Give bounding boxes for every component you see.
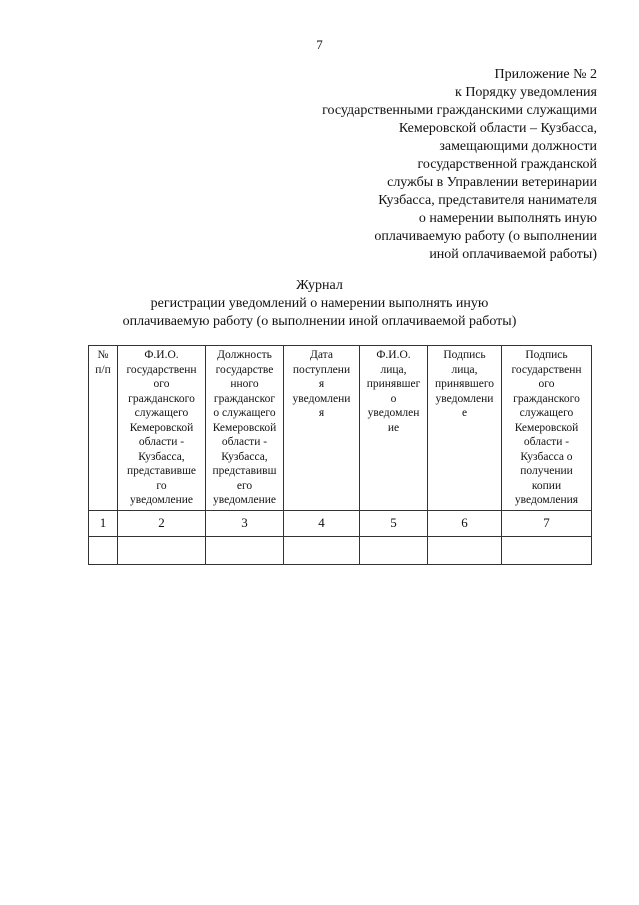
table-cell bbox=[206, 536, 284, 564]
column-header-line: ого bbox=[538, 378, 555, 390]
column-number-row bbox=[89, 510, 592, 536]
journal-subtitle-line: регистрации уведомлений о намерении выполнять иную bbox=[150, 296, 489, 311]
column-header-line: государственн bbox=[126, 363, 197, 376]
appendix-line: Приложение № 2 bbox=[494, 67, 597, 82]
column-header-line: Кузбасса, bbox=[221, 450, 268, 463]
column-header bbox=[284, 346, 360, 511]
column-header-line: п/п bbox=[95, 363, 111, 376]
column-number: 6 bbox=[428, 510, 502, 536]
table-row bbox=[89, 536, 592, 564]
column-header-line: представивше bbox=[126, 465, 197, 477]
column-header-line: уведомлени bbox=[292, 392, 351, 405]
column-header-line: служащего bbox=[134, 407, 189, 419]
column-header-line: лица, bbox=[380, 363, 407, 376]
column-header-line: поступлени bbox=[292, 363, 351, 376]
column-header-line: гражданского bbox=[128, 392, 195, 405]
column-header-line: я bbox=[318, 407, 325, 419]
page-number: 7 bbox=[316, 37, 323, 52]
column-header-line: Подпись bbox=[525, 349, 568, 361]
column-number: 3 bbox=[206, 510, 284, 536]
appendix-line: замещающими должности bbox=[439, 139, 597, 154]
table-cell bbox=[360, 536, 428, 564]
column-header bbox=[360, 346, 428, 511]
appendix-line: государственной гражданской bbox=[417, 157, 597, 172]
column-number: 4 bbox=[284, 510, 360, 536]
column-header-line: области - bbox=[221, 436, 268, 448]
column-header-line: уведомление bbox=[130, 494, 193, 506]
column-number: 7 bbox=[502, 510, 592, 536]
column-number: 2 bbox=[118, 510, 206, 536]
journal-title: Журнал bbox=[296, 278, 343, 293]
table-cell bbox=[118, 536, 206, 564]
column-header-line: государстве bbox=[215, 363, 274, 376]
column-number: 1 bbox=[89, 510, 118, 536]
column-header bbox=[428, 346, 502, 511]
column-header-line: Подпись bbox=[443, 349, 486, 361]
journal-title-block bbox=[0, 277, 639, 331]
column-header-line: области - bbox=[138, 436, 185, 448]
journal-subtitle-line: оплачиваемую работу (о выполнении иной оплачиваемой работы) bbox=[122, 314, 517, 329]
column-header-line: о служащего bbox=[213, 407, 276, 419]
column-header-line: получении bbox=[520, 465, 573, 477]
column-header bbox=[502, 346, 592, 511]
column-header-line: уведомлен bbox=[367, 407, 420, 419]
appendix-line: Кузбасса, представителя нанимателя bbox=[378, 193, 597, 208]
column-header-line: уведомлени bbox=[435, 392, 494, 405]
column-header-line: представивш bbox=[212, 465, 277, 477]
column-header-line: Кемеровской bbox=[514, 421, 579, 434]
column-header bbox=[206, 346, 284, 511]
column-header-line: уведомления bbox=[514, 494, 579, 506]
appendix-line: о намерении выполнять иную bbox=[418, 211, 597, 226]
column-header-line: ого bbox=[153, 378, 170, 390]
column-header-line: нного bbox=[230, 378, 259, 390]
table-cell bbox=[428, 536, 502, 564]
column-header-line: е bbox=[461, 407, 468, 419]
column-header-line: го bbox=[156, 479, 167, 492]
column-header-line: гражданског bbox=[213, 392, 276, 405]
appendix-line: Кемеровской области – Кузбасса, bbox=[398, 121, 597, 136]
column-header-line: ие bbox=[387, 421, 400, 434]
appendix-line: службы в Управлении ветеринарии bbox=[387, 175, 597, 190]
table-cell bbox=[89, 536, 118, 564]
registration-journal-table bbox=[88, 345, 592, 565]
table-cell bbox=[284, 536, 360, 564]
column-header bbox=[89, 346, 118, 511]
column-header-line: Ф.И.О. bbox=[144, 349, 179, 361]
column-header-line: о bbox=[390, 392, 397, 405]
column-header-line: Дата bbox=[310, 349, 333, 361]
table-cell bbox=[502, 536, 592, 564]
appendix-line: государственными гражданскими служащими bbox=[322, 103, 597, 118]
column-header-line: Ф.И.О. bbox=[376, 349, 411, 361]
column-header-line: принявшего bbox=[434, 378, 495, 390]
appendix-line: к Порядку уведомления bbox=[455, 85, 597, 100]
column-header-line: № bbox=[97, 349, 109, 361]
appendix-line: иной оплачиваемой работы) bbox=[429, 247, 597, 262]
column-header-line: его bbox=[236, 479, 253, 492]
column-header-line: принявшег bbox=[366, 378, 421, 390]
table-header-row bbox=[89, 346, 592, 511]
column-header-line: Кемеровской bbox=[129, 421, 194, 434]
appendix-line: оплачиваемую работу (о выполнении bbox=[374, 229, 597, 244]
column-header-line: государственн bbox=[511, 363, 582, 376]
column-header-line: я bbox=[318, 378, 325, 390]
appendix-block bbox=[237, 66, 597, 264]
column-number: 5 bbox=[360, 510, 428, 536]
column-header-line: Кемеровской bbox=[212, 421, 277, 434]
column-header bbox=[118, 346, 206, 511]
column-header-line: Кузбасса о bbox=[520, 450, 573, 463]
column-header-line: области - bbox=[523, 436, 570, 448]
column-header-line: служащего bbox=[519, 407, 574, 419]
column-header-line: уведомление bbox=[213, 494, 276, 506]
column-header-line: Должность bbox=[217, 349, 272, 361]
column-header-line: Кузбасса, bbox=[138, 450, 185, 463]
column-header-line: гражданского bbox=[513, 392, 580, 405]
column-header-line: копии bbox=[531, 479, 562, 492]
column-header-line: лица, bbox=[451, 363, 478, 376]
